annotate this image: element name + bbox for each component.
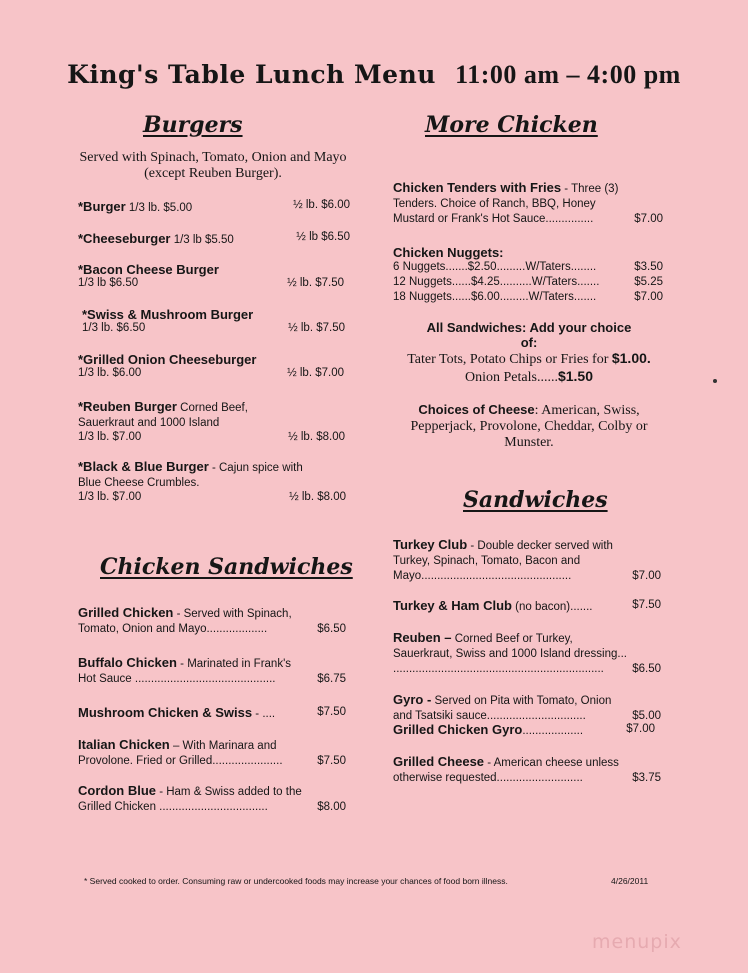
item-desc: - .... [255,708,276,720]
item-price: $6.75 [317,673,346,685]
item-price: $5.00 [632,710,661,722]
item-price: $7.00 [634,213,663,225]
item-line2: and Tsatsiki sauce............................... [393,710,586,722]
item-name: *Swiss & Mushroom Burger [82,307,254,322]
item-price: $5.25 [634,276,663,288]
cheese-choices [393,402,665,451]
item-line3: Mayo............................................... [393,570,572,582]
item-desc: - Served with Spinach, [176,608,292,620]
item-name: Grilled Chicken Gyro [393,722,523,737]
item-line2: Tenders. Choice of Ranch, BBQ, Honey [393,198,596,210]
item-half: ½ lb. $6.00 [293,199,350,211]
sandwich-item [393,754,661,786]
cheese-label: Choices of Cheese [418,402,535,417]
item-price: $7.50 [632,599,661,611]
item-name: Mushroom Chicken & Swiss [78,705,253,720]
item-half: ½ lb. $7.00 [287,367,344,379]
burger-item [78,231,350,246]
add-choice-price-2: $1.50 [557,368,593,384]
item-desc: ................... [522,725,584,737]
item-desc: - Three (3) [564,183,619,195]
sandwich-item [393,692,661,724]
hours-text: 11:00 am – 4:00 pm [455,60,681,89]
item-third: 1/3 lb. $7.00 [78,491,142,503]
chicken-sandwiches-heading: Chicken Sandwiches [100,554,353,580]
item-name: Italian Chicken [78,737,170,752]
cheese-text-3: Munster. [504,435,554,450]
watermark: menupix [592,931,682,953]
item-desc: (no bacon)....... [515,601,593,613]
chicken-sandwich-item [78,737,346,769]
item-price: $3.50 [634,261,663,273]
item-line3: .................................................................. [393,663,604,675]
burgers-heading: Burgers [143,112,243,138]
item-name: *Bacon Cheese Burger [78,262,219,277]
item-name: *Cheeseburger [78,231,171,246]
more-chicken-heading: More Chicken [425,112,598,138]
nuggets-item [393,245,663,305]
item-price: $7.00 [626,723,655,735]
item-desc: - American cheese unless [487,757,619,769]
add-choice-block [393,320,665,386]
item-third: 1/3 lb. $5.00 [128,202,193,214]
item-desc: - Marinated in Frank's [180,658,292,670]
item-half: ½ lb. $8.00 [288,431,345,443]
tenders-item [393,180,663,227]
nugget-row: 12 Nuggets......$4.25..........W/Taters....... [393,276,600,288]
sandwich-item [393,722,655,739]
footer-note: * Served cooked to order. Consuming raw or undercooked foods may increase your chances of food born illness. [84,876,508,886]
item-line2: Tomato, Onion and Mayo................... [78,623,268,635]
burger-item [78,399,345,443]
item-name: Turkey & Ham Club [393,598,512,613]
item-name: Chicken Tenders with Fries [393,180,562,195]
item-line2: Turkey, Spinach, Tomato, Bacon and [393,555,581,567]
sandwich-item [393,598,661,615]
item-name: Cordon Blue [78,783,156,798]
item-price: $3.75 [632,772,661,784]
item-third: 1/3 lb. $7.00 [78,431,142,443]
item-desc: – With Marinara and [172,740,277,752]
item-name: Turkey Club [393,537,468,552]
item-third: 1/3 lb. $6.50 [82,322,146,334]
item-name: Buffalo Chicken [78,655,177,670]
item-price: $7.50 [317,706,346,718]
item-price: $6.50 [317,623,346,635]
cheese-text: : American, Swiss, [534,403,640,418]
item-price: $7.00 [632,570,661,582]
add-choice-line: Tater Tots, Potato Chips or Fries for [407,352,609,367]
stray-dot [713,379,717,383]
chicken-sandwich-item [78,655,346,687]
item-name: Chicken Nuggets: [393,245,504,260]
add-choice-heading: All Sandwiches: Add your choice [426,320,632,335]
item-line2: Sauerkraut, Swiss and 1000 Island dressing... [393,648,627,660]
burger-item [78,199,350,214]
burger-item [78,262,344,289]
chicken-sandwich-item [78,705,346,722]
nugget-row: 6 Nuggets.......$2.50.........W/Taters........ [393,261,597,273]
add-choice-price: $1.00. [611,350,651,366]
menu-title [0,60,748,90]
item-line2: Hot Sauce ............................................ [78,673,276,685]
item-desc: Served on Pita with Tomato, Onion [434,695,612,707]
item-name: Reuben – [393,630,452,645]
item-name: Grilled Cheese [393,754,485,769]
burgers-intro: Served with Spinach, Tomato, Onion and Mayo (except Reuben Burger). [79,150,347,181]
item-name: *Black & Blue Burger [78,459,209,474]
item-desc: - Ham & Swiss added to the [159,786,302,798]
title-text: King's Table Lunch Menu [67,60,436,89]
cheese-text-2: Pepperjack, Provolone, Cheddar, Colby or [410,419,648,434]
item-desc: Corned Beef or Turkey, [454,633,573,645]
item-price: $7.50 [317,755,346,767]
add-choice-heading-2: of: [520,335,538,350]
add-choice-line-2: Onion Petals...... [465,370,558,385]
chicken-sandwich-item [78,605,346,637]
burger-item [78,352,344,379]
item-price: $6.50 [632,663,661,675]
item-half: ½ lb $6.50 [296,231,350,243]
item-name: *Burger [78,199,126,214]
item-desc-2: Blue Cheese Crumbles. [78,477,200,489]
item-name: *Reuben Burger [78,399,177,414]
item-name: Grilled Chicken [78,605,174,620]
item-price: $7.00 [634,291,663,303]
footer-date: 4/26/2011 [611,876,649,886]
item-half: ½ lb. $8.00 [289,491,346,503]
item-line2: Provolone. Fried or Grilled...................... [78,755,283,767]
item-line2: Grilled Chicken .................................. [78,801,268,813]
item-half: ½ lb. $7.50 [287,277,344,289]
item-desc: Corned Beef, [180,402,248,414]
item-name: Gyro - [393,692,432,707]
item-desc: - Double decker served with [470,540,613,552]
item-third: 1/3 lb $6.50 [78,277,139,289]
item-third: 1/3 lb $5.50 [173,234,234,246]
item-desc: - Cajun spice with [211,462,303,474]
item-price: $8.00 [317,801,346,813]
item-line2: otherwise requested........................... [393,772,583,784]
burger-item [82,307,345,334]
sandwiches-heading: Sandwiches [463,487,608,513]
item-line3: Mustard or Frank's Hot Sauce............... [393,213,594,225]
item-third: 1/3 lb. $6.00 [78,367,142,379]
sandwich-item [393,630,661,677]
item-desc-2: Sauerkraut and 1000 Island [78,417,220,429]
burger-item [78,459,346,503]
item-half: ½ lb. $7.50 [288,322,345,334]
nugget-row: 18 Nuggets......$6.00.........W/Taters....... [393,291,597,303]
chicken-sandwich-item [78,783,346,815]
sandwich-item [393,537,661,584]
item-name: *Grilled Onion Cheeseburger [78,352,257,367]
